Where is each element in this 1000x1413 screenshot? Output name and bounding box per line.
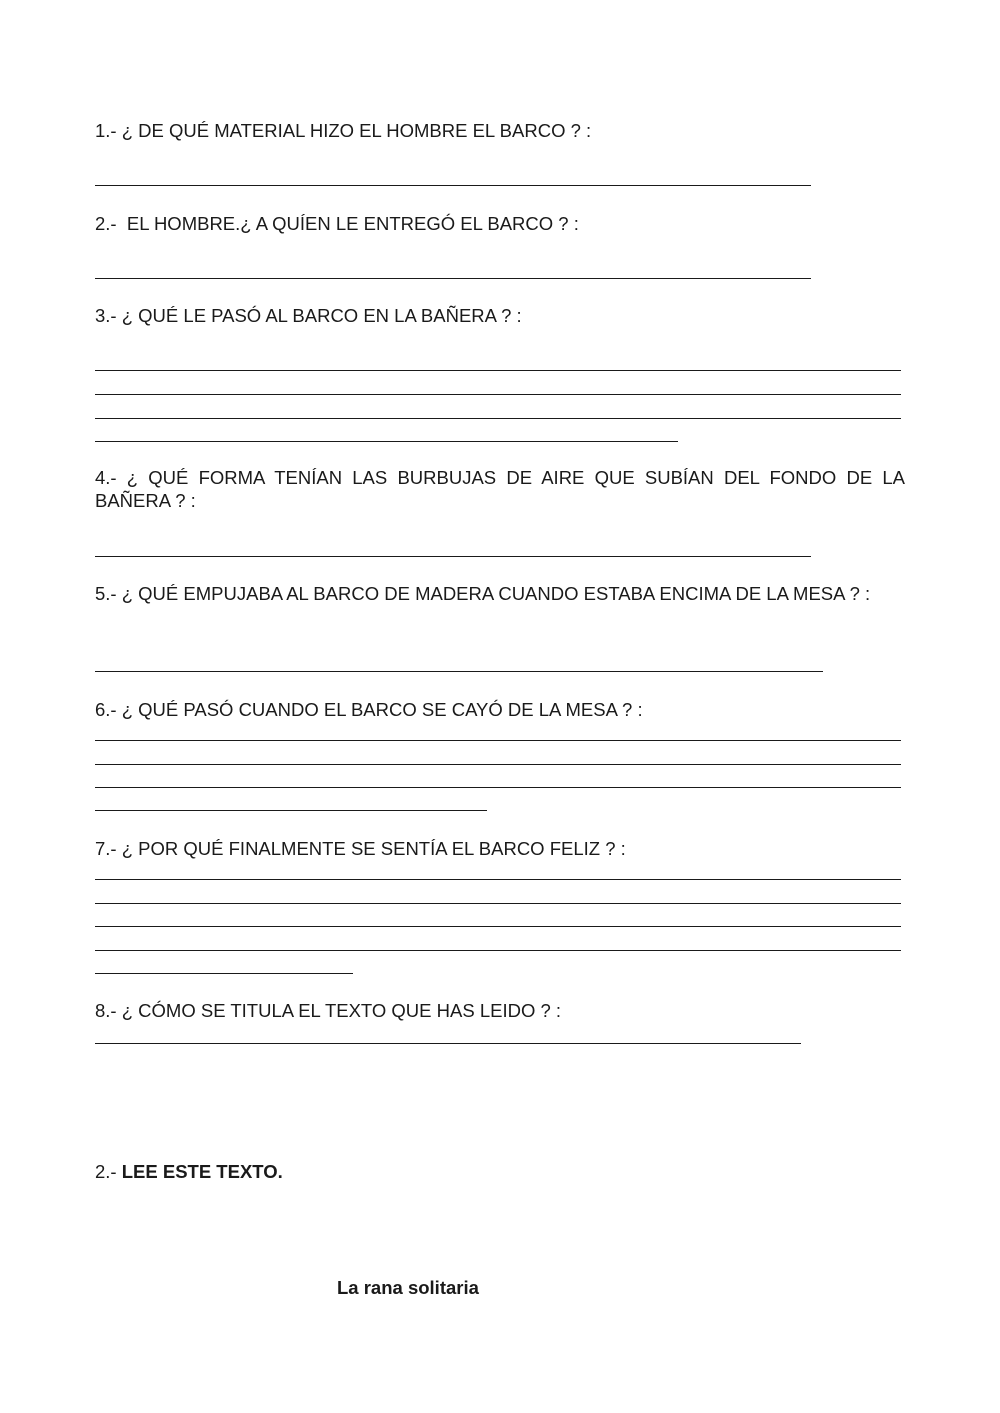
answer-line[interactable] bbox=[95, 671, 823, 672]
question-3: 3.- ¿ QUÉ LE PASÓ AL BARCO EN LA BAÑERA ? : bbox=[95, 305, 522, 326]
answer-line[interactable] bbox=[95, 903, 901, 904]
answer-line[interactable] bbox=[95, 810, 487, 811]
answer-line[interactable] bbox=[95, 950, 901, 951]
section-heading bbox=[95, 1161, 283, 1183]
answer-line[interactable] bbox=[95, 973, 353, 974]
question-6: 6.- ¿ QUÉ PASÓ CUANDO EL BARCO SE CAYÓ DE LA MESA ? : bbox=[95, 699, 643, 720]
question-4: 4.- ¿ QUÉ FORMA TENÍAN LAS BURBUJAS DE AIRE QUE SUBÍAN DEL FONDO DE LA BAÑERA ? : bbox=[95, 467, 911, 511]
answer-line[interactable] bbox=[95, 1043, 801, 1044]
answer-line[interactable] bbox=[95, 556, 811, 557]
answer-line[interactable] bbox=[95, 394, 901, 395]
answer-line[interactable] bbox=[95, 764, 901, 765]
answer-line[interactable] bbox=[95, 278, 811, 279]
question-1: 1.- ¿ DE QUÉ MATERIAL HIZO EL HOMBRE EL BARCO ? : bbox=[95, 120, 592, 141]
question-5: 5.- ¿ QUÉ EMPUJABA AL BARCO DE MADERA CUANDO ESTABA ENCIMA DE LA MESA ? : bbox=[95, 583, 871, 604]
question-8: 8.- ¿ CÓMO SE TITULA EL TEXTO QUE HAS LEIDO ? : bbox=[95, 1000, 562, 1021]
answer-line[interactable] bbox=[95, 441, 678, 442]
question-2: 2.- EL HOMBRE.¿ A QUÍEN LE ENTREGÓ EL BARCO ? : bbox=[95, 213, 579, 234]
answer-line[interactable] bbox=[95, 740, 901, 741]
reading-title: La rana solitaria bbox=[337, 1277, 479, 1298]
question-7: 7.- ¿ POR QUÉ FINALMENTE SE SENTÍA EL BARCO FELIZ ? : bbox=[95, 838, 626, 859]
answer-line[interactable] bbox=[95, 787, 901, 788]
answer-line[interactable] bbox=[95, 185, 811, 186]
answer-line[interactable] bbox=[95, 418, 901, 419]
section-label: LEE ESTE TEXTO. bbox=[121, 1161, 283, 1182]
section-number: 2.- bbox=[95, 1161, 122, 1182]
answer-line[interactable] bbox=[95, 370, 901, 371]
answer-line[interactable] bbox=[95, 879, 901, 880]
answer-line[interactable] bbox=[95, 926, 901, 927]
